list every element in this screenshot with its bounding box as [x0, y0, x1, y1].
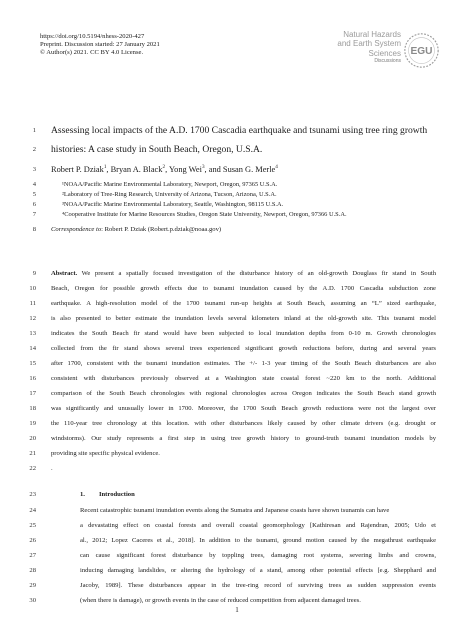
- abstract-line: after 1700, consistent with the tsunami inundation estimates. The +/- 1-3 year timing of the South Beach disturbances are also: [51, 360, 436, 367]
- abstract-line: providing site specific physical evidence.: [51, 450, 160, 457]
- intro-line: inducing damaging landslides, or altering the hydrology of a stand, among other potential effects [e.g. Shepphard and: [80, 567, 436, 574]
- affiliation-2: ²Laboratory of Tree-Ring Research, University of Arizona, Tucson, Arizona, U.S.A.: [62, 191, 277, 198]
- journal-name: Natural Hazards and Earth System Sciences Discussions: [337, 30, 401, 64]
- abstract-line: is also presented to better estimate the inundation levels several kilometers inland at the old-growth site. This tsunami model: [51, 315, 436, 322]
- affiliation-4: ⁴Cooperative Institute for Marine Resources Studies, Oregon State University, Newport, Oregon, 97366 U.S.A.: [62, 211, 347, 218]
- abstract-line: consistent with disturbances previously observed at a Washington state coastal forest ~220 km to the north. Additional: [51, 375, 436, 382]
- page-number: 1: [235, 606, 239, 614]
- author-list: Robert P. Dziak$^1$, Bryan A. Black$^2$, Yong Wei$^3$, and Susan G. Merle$^4$: [51, 164, 278, 174]
- abstract-line: Beach, Oregon for possible growth effects due to tsunami inundation caused by the A.D. 1700 Cascadia subduction zone: [51, 285, 436, 292]
- paper-title-line-1: Assessing local impacts of the A.D. 1700 Cascadia earthquake and tsunami using tree ring growth: [51, 125, 428, 136]
- abstract-line: the 110-year tree chronology at this location. with other disturbances likely caused by other climate drivers (e.g. drought or: [51, 420, 436, 427]
- affiliation-1: ¹NOAA/Pacific Marine Environmental Laboratory, Newport, Oregon, 97365 U.S.A.: [62, 181, 278, 188]
- abstract-line: earthquake. A high-resolution model of the 1700 tsunami run-up heights at South Beach, assuming an “L” sized earthquake,: [51, 300, 436, 307]
- abstract-line: was significantly and unusually lower in 1700. Moreover, the 1700 South Beach growth reductions were not the largest over: [51, 405, 436, 412]
- preprint-header: [40, 33, 160, 58]
- egu-logo: [403, 32, 440, 69]
- affiliation-3: ³NOAA/Pacific Marine Environmental Laboratory, Seattle, Washington, 98115 U.S.A.: [62, 201, 284, 208]
- preprint-date: Preprint. Discussion started: 27 January 2021: [40, 41, 160, 49]
- abstract-first-line: Abstract. We present a spatially focused investigation of the disturbance history of an old-growth Douglass fir stand in South: [51, 270, 436, 277]
- intro-line: a devastating effect on coastal forests and overall coastal geomorphology [Kathiresan and Rajendran, 2005; Udo et: [80, 522, 436, 529]
- abstract-line: .: [51, 465, 53, 472]
- doi-link[interactable]: https://doi.org/10.5194/nhess-2020-427: [40, 33, 145, 40]
- intro-line: (when there is damage), or growth events in the case of reduced competition from adjacent damaged trees.: [80, 597, 361, 604]
- paper-title-line-2: histories: A case study in South Beach, Oregon, U.S.A.: [51, 144, 263, 155]
- intro-line: al., 2012; Lopez Caceres et al., 2018]. In addition to the tsunami, ground motion caused by the megathrust earthquake: [80, 537, 436, 544]
- correspondence: Correspondence to: Robert P. Dziak (Robert.p.dziak@noaa.gov): [51, 226, 222, 233]
- abstract-line: comparison of the South Beach chronologies with regional chronologies across Oregon indicates the South Beach stand growth: [51, 390, 436, 397]
- abstract-line: collected from the fir stand shows several trees experienced significant growth reductions before, during and several years: [51, 345, 436, 352]
- abstract-line: indicates the South Beach fir stand would have been subjected to local inundation depths from 0-10 m. Growth chronologies: [51, 330, 436, 337]
- intro-line: Recent catastrophic tsunami inundation events along the Sumatra and Japanese coasts have shown tsunamis can have: [80, 507, 390, 514]
- intro-line: Jacoby, 1989]. These disturbances appear in the tree-ring record of surviving trees as sudden suppression events: [80, 582, 436, 589]
- license-text: © Author(s) 2021. CC BY 4.0 License.: [40, 49, 144, 57]
- svg-text:EGU: EGU: [410, 46, 433, 58]
- section-heading-introduction: 1. Introduction: [80, 491, 135, 498]
- abstract-line: windstorms). Our study represents a first step in using tree growth history to ground-truth tsunami inundation models by: [51, 435, 436, 442]
- discussions-label: Discussions: [374, 57, 401, 64]
- intro-line: can cause significant forest disturbance by toppling trees, damaging root systems, severing limbs and crowns,: [80, 552, 436, 559]
